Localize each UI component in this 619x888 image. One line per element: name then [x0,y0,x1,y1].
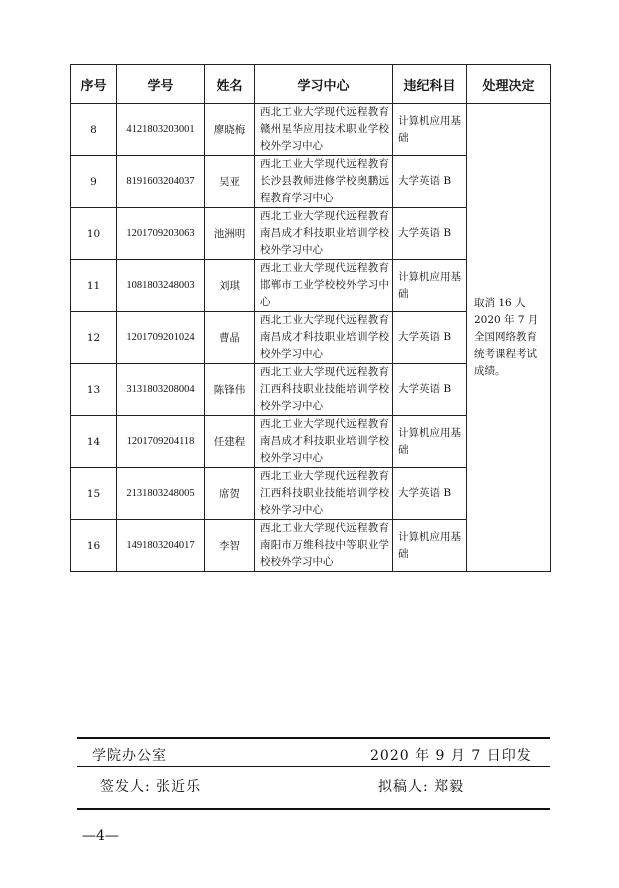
cell-student-id: 4121803203001 [117,104,205,156]
cell-center: 西北工业大学现代远程教育赣州星华应用技术职业学校校外学习中心 [255,104,393,156]
header-student-id: 学号 [117,65,205,104]
cell-seq: 11 [71,260,117,312]
cell-student-id: 1491803204017 [117,520,205,572]
cell-student-id: 1201709201024 [117,312,205,364]
table-header-row [71,65,551,104]
cell-subject: 大学英语 B [393,364,467,416]
cell-seq: 8 [71,104,117,156]
cell-center: 西北工业大学现代远程教育南昌成才科技职业培训学校校外学习中心 [255,312,393,364]
footer-office: 学院办公室 [92,748,167,764]
table-row [71,104,551,156]
cell-name: 席贺 [205,468,255,520]
cell-subject: 大学英语 B [393,156,467,208]
cell-center: 西北工业大学现代远程教育江西科技职业技能培训学校校外学习中心 [255,468,393,520]
violation-table [70,64,551,572]
cell-subject: 大学英语 B [393,468,467,520]
header-seq: 序号 [71,65,117,104]
cell-name: 曹晶 [205,312,255,364]
cell-center: 西北工业大学现代远程教育南昌成才科技职业培训学校校外学习中心 [255,208,393,260]
cell-name: 李智 [205,520,255,572]
cell-decision: 取消 16 人 2020 年 7 月全国网络教育统考课程考试成绩。 [467,104,551,572]
cell-seq: 9 [71,156,117,208]
cell-seq: 13 [71,364,117,416]
header-subject: 违纪科目 [393,65,467,104]
cell-subject: 计算机应用基础 [393,520,467,572]
cell-student-id: 1201709204118 [117,416,205,468]
footer-drafter: 拟稿人: 郑毅 [378,779,465,795]
cell-name: 刘琪 [205,260,255,312]
footer-issue-date: 2020 年 9 月 7 日印发 [370,748,532,764]
cell-subject: 计算机应用基础 [393,260,467,312]
footer-issuer: 签发人: 张近乐 [100,779,202,795]
cell-seq: 14 [71,416,117,468]
cell-seq: 12 [71,312,117,364]
cell-subject: 计算机应用基础 [393,104,467,156]
footer-divider-top [77,737,550,739]
page-number: —4— [82,828,119,844]
cell-center: 西北工业大学现代远程教育南昌成才科技职业培训学校校外学习中心 [255,416,393,468]
cell-center: 西北工业大学现代远程教育南阳市万维科技中等职业学校校外学习中心 [255,520,393,572]
cell-center: 西北工业大学现代远程教育江西科技职业技能培训学校校外学习中心 [255,364,393,416]
cell-student-id: 2131803248005 [117,468,205,520]
cell-name: 吴亚 [205,156,255,208]
cell-subject: 大学英语 B [393,312,467,364]
header-name: 姓名 [205,65,255,104]
footer-divider-bottom [77,808,550,810]
header-center: 学习中心 [255,65,393,104]
cell-seq: 10 [71,208,117,260]
cell-seq: 16 [71,520,117,572]
cell-student-id: 1201709203063 [117,208,205,260]
cell-center: 西北工业大学现代远程教育邯郸市工业学校校外学习中心 [255,260,393,312]
cell-subject: 大学英语 B [393,208,467,260]
cell-center: 西北工业大学现代远程教育长沙县教师进修学校奥鹏远程教育学习中心 [255,156,393,208]
cell-name: 池洲明 [205,208,255,260]
header-decision: 处理决定 [467,65,551,104]
cell-seq: 15 [71,468,117,520]
cell-name: 任建程 [205,416,255,468]
cell-student-id: 1081803248003 [117,260,205,312]
cell-student-id: 8191603204037 [117,156,205,208]
cell-subject: 计算机应用基础 [393,416,467,468]
cell-name: 廖晓梅 [205,104,255,156]
footer-divider-middle [77,766,550,767]
cell-student-id: 3131803208004 [117,364,205,416]
cell-name: 陈锋伟 [205,364,255,416]
